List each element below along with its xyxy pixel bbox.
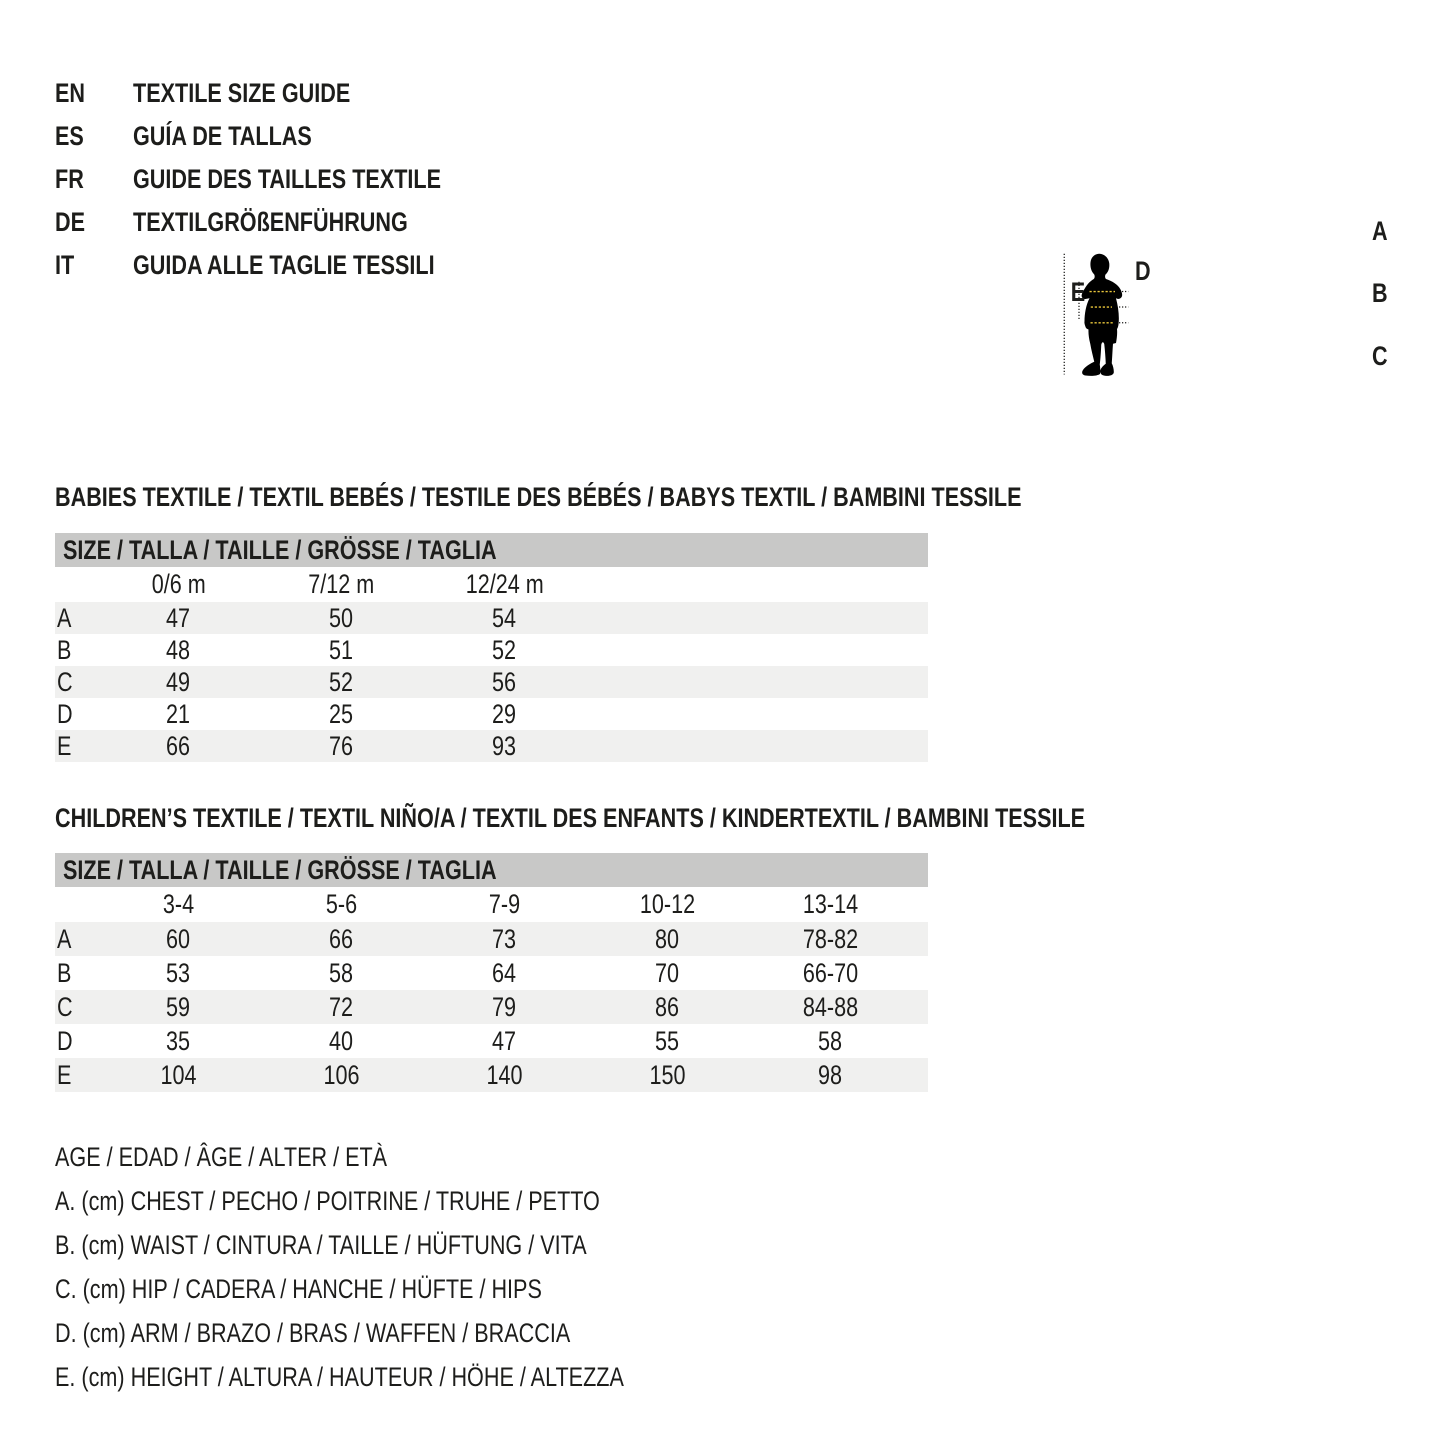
row-label: A xyxy=(57,603,72,633)
table-cell: 58 xyxy=(818,1026,843,1056)
table-row xyxy=(55,990,928,1024)
column-header-row xyxy=(55,887,928,922)
column-header-row xyxy=(55,567,928,602)
table-cell: 56 xyxy=(492,667,517,697)
table-cell: 58 xyxy=(329,958,354,988)
babies-size-table xyxy=(55,533,928,762)
lang-title: TEXTILE SIZE GUIDE xyxy=(132,78,350,108)
table-cell: 73 xyxy=(492,924,517,954)
table-cell: 29 xyxy=(492,699,517,729)
table-cell: 150 xyxy=(649,1060,686,1090)
column-header: 3-4 xyxy=(162,889,195,919)
table-cell: 93 xyxy=(492,731,517,761)
table-cell: 55 xyxy=(655,1026,680,1056)
table-cell: 47 xyxy=(166,603,191,633)
legend-line-chest: A. (cm) CHEST / PECHO / POITRINE / TRUHE / PETTO xyxy=(55,1186,600,1216)
table-row xyxy=(55,602,928,634)
table-cell: 52 xyxy=(492,635,517,665)
table-row xyxy=(55,1058,928,1092)
table-cell: 76 xyxy=(329,731,354,761)
lang-row-fr xyxy=(55,158,518,201)
table-cell: 47 xyxy=(492,1026,517,1056)
row-label: D xyxy=(57,1026,73,1056)
table-cell: 66 xyxy=(166,731,191,761)
legend-line-height: E. (cm) HEIGHT / ALTURA / HAUTEUR / HÖHE / ALTEZZA xyxy=(55,1362,624,1392)
size-header-bar: SIZE / TALLA / TAILLE / GRÖSSE / TAGLIA xyxy=(55,533,928,567)
table-row xyxy=(55,666,928,698)
table-cell: 66-70 xyxy=(802,958,859,988)
table-cell: 49 xyxy=(166,667,191,697)
lang-code: DE xyxy=(55,207,86,237)
table-cell: 54 xyxy=(492,603,517,633)
table-row xyxy=(55,698,928,730)
lang-title: GUIDA ALLE TAGLIE TESSILI xyxy=(132,250,435,280)
table-cell: 60 xyxy=(166,924,191,954)
table-row xyxy=(55,1024,928,1058)
column-header: 12/24 m xyxy=(465,569,544,599)
table-cell: 35 xyxy=(166,1026,191,1056)
lang-code: IT xyxy=(55,250,75,280)
row-label: C xyxy=(57,667,73,697)
table-cell: 52 xyxy=(329,667,354,697)
row-label: E xyxy=(57,731,72,761)
lang-title: GUIDE DES TAILLES TEXTILE xyxy=(132,164,441,194)
row-label: B xyxy=(57,635,72,665)
legend-line-waist: B. (cm) WAIST / CINTURA / TAILLE / HÜFTUNG / VITA xyxy=(55,1230,587,1260)
table-cell: 51 xyxy=(329,635,354,665)
size-header-bar: SIZE / TALLA / TAILLE / GRÖSSE / TAGLIA xyxy=(55,853,928,887)
children-size-table xyxy=(55,853,928,1092)
table-cell: 40 xyxy=(329,1026,354,1056)
marker-label-chest: A xyxy=(1372,216,1388,246)
column-header: 10-12 xyxy=(639,889,696,919)
corner-cell xyxy=(55,567,97,602)
column-header: 5-6 xyxy=(325,889,358,919)
lang-row-en xyxy=(55,72,404,115)
table-cell: 79 xyxy=(492,992,517,1022)
table-cell: 84-88 xyxy=(802,992,859,1022)
table-cell: 86 xyxy=(655,992,680,1022)
legend-line-age: AGE / EDAD / ÂGE / ALTER / ETÀ xyxy=(55,1142,388,1172)
row-label: B xyxy=(57,958,72,988)
table-row xyxy=(55,956,928,990)
table-cell: 80 xyxy=(655,924,680,954)
table-cell: 104 xyxy=(160,1060,197,1090)
table-cell: 78-82 xyxy=(802,924,859,954)
table-cell: 72 xyxy=(329,992,354,1022)
column-header: 0/6 m xyxy=(151,569,206,599)
children-section-heading: CHILDREN’S TEXTILE / TEXTIL NIÑO/A / TEXTIL DES ENFANTS / KINDERTEXTIL / BAMBINI TESSILE xyxy=(55,803,1086,833)
table-row xyxy=(55,922,928,956)
lang-row-es xyxy=(55,115,356,158)
table-cell: 59 xyxy=(166,992,191,1022)
lang-code: ES xyxy=(55,121,84,151)
row-label: C xyxy=(57,992,73,1022)
table-row xyxy=(55,634,928,666)
row-label: A xyxy=(57,924,72,954)
table-cell: 66 xyxy=(329,924,354,954)
table-cell: 70 xyxy=(655,958,680,988)
babies-section-heading: BABIES TEXTILE / TEXTIL BEBÉS / TESTILE DES BÉBÉS / BABYS TEXTIL / BAMBINI TESSILE xyxy=(55,482,1022,512)
table-cell: 53 xyxy=(166,958,191,988)
marker-label-arm: D xyxy=(1134,256,1151,286)
lang-code: EN xyxy=(55,78,86,108)
table-cell: 21 xyxy=(166,699,191,729)
table-cell: 48 xyxy=(166,635,191,665)
legend-line-arm: D. (cm) ARM / BRAZO / BRAS / WAFFEN / BRACCIA xyxy=(55,1318,571,1348)
column-header: 13-14 xyxy=(802,889,859,919)
lang-title: TEXTILGRÖßENFÜHRUNG xyxy=(132,207,408,237)
marker-label-waist: B xyxy=(1372,278,1388,308)
corner-cell xyxy=(55,887,97,922)
column-header: 7-9 xyxy=(488,889,521,919)
table-cell: 64 xyxy=(492,958,517,988)
legend-line-hip: C. (cm) HIP / CADERA / HANCHE / HÜFTE / HIPS xyxy=(55,1274,542,1304)
lang-row-it xyxy=(55,244,510,287)
lang-title: GUÍA DE TALLAS xyxy=(132,121,312,151)
table-cell: 140 xyxy=(486,1060,523,1090)
row-label: E xyxy=(57,1060,72,1090)
table-row xyxy=(55,730,928,762)
marker-label-height: E xyxy=(1070,277,1086,307)
table-cell: 98 xyxy=(818,1060,843,1090)
column-header: 7/12 m xyxy=(308,569,375,599)
lang-row-de xyxy=(55,201,476,244)
table-cell: 106 xyxy=(323,1060,360,1090)
table-cell: 50 xyxy=(329,603,354,633)
lang-code: FR xyxy=(55,164,84,194)
marker-label-hip: C xyxy=(1372,341,1388,371)
table-cell: 25 xyxy=(329,699,354,729)
row-label: D xyxy=(57,699,73,729)
